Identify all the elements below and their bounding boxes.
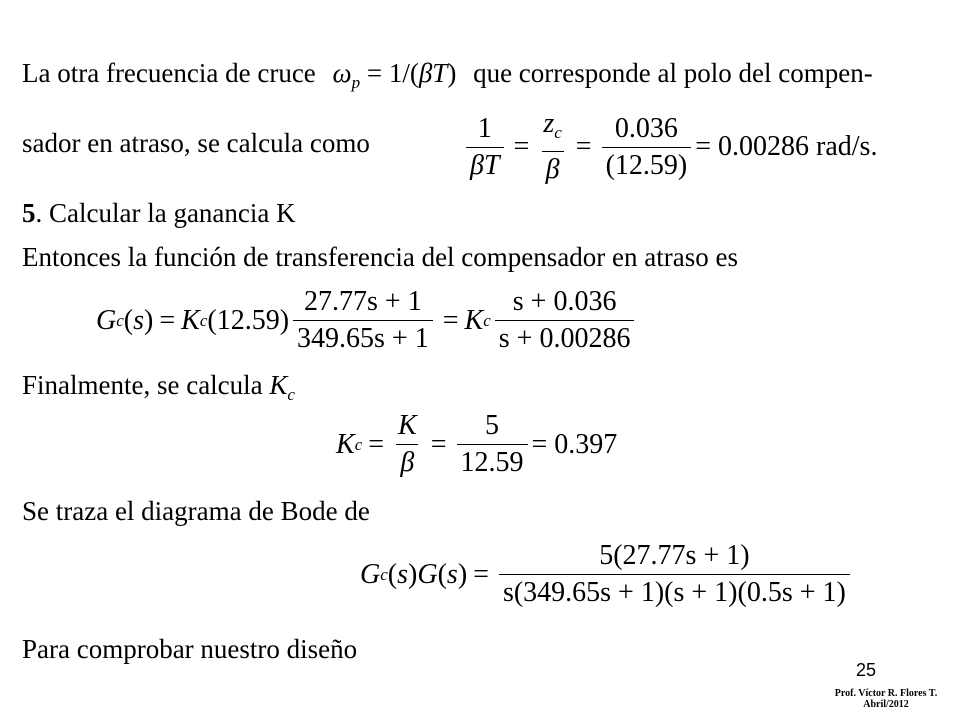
fraction-numerator: 0.036 <box>614 112 678 144</box>
fraction-numerator: 27.77s + 1 <box>304 286 422 317</box>
text-line-7: Para comprobar nuestro diseño <box>22 634 358 664</box>
text-line-4: Entonces la función de transferencia del compensador en atraso es <box>22 242 738 272</box>
equation-1-result: = 0.00286 rad/s. <box>695 131 878 162</box>
author-credit <box>818 688 954 710</box>
fraction-1-over-betaT <box>466 113 504 182</box>
step-title: . Calcular la ganancia K <box>35 198 296 228</box>
line-1-prefix: La otra frecuencia de cruce <box>22 58 316 88</box>
fraction-denominator: βT <box>466 147 504 182</box>
equation-pole-frequency: $\frac{1}{\beta T}$ = $\frac{z_c}{\beta}$ = $\frac{0.036}{(12.59)}$ = 0.00286 rad/s. <box>462 108 877 186</box>
fraction-denominator: 349.65s + 1 <box>293 320 433 355</box>
text-line-5: Finalmente, se calcula $K_c$ <box>22 370 295 404</box>
fraction-k-over-beta <box>394 410 421 479</box>
fraction-numerator: $z_c$ <box>543 108 562 142</box>
equation-compensator-transfer: G c ( s ) = K c ( 12.59 ) $\frac{27.77s + 1}{349.65s + 1}$ = K c $\frac{s + 0.036}{s + 0.00286}$ <box>96 286 638 355</box>
equation-open-loop: G c ( s ) G ( s ) = $\frac{5(27.77s + 1)}{s(349.65s + 1)(s + 1)(0.5s + 1)}$ <box>360 540 854 609</box>
fraction-kc-value <box>457 410 528 479</box>
step-heading <box>22 198 296 228</box>
fraction-lag-2 <box>495 286 635 355</box>
beta-value: 12.59 <box>614 149 678 181</box>
compensator-gain-value: 12.59 <box>216 304 280 336</box>
line-1-suffix: que corresponde al polo del compen- <box>473 58 873 88</box>
fraction-numerator: 5 <box>485 410 500 441</box>
page-number: 25 <box>856 660 877 680</box>
equation-3-result: = 0.397 <box>531 428 618 460</box>
line-5-text: Finalmente, se calcula <box>22 370 263 400</box>
fraction-denominator: s + 0.00286 <box>495 320 635 355</box>
fraction-denominator: s(349.65s + 1)(s + 1)(0.5s + 1) <box>499 574 850 609</box>
fraction-denominator: β <box>396 444 418 479</box>
step-number: 5 <box>22 198 36 228</box>
fraction-denominator: (12.59) <box>602 147 692 182</box>
text-line-6: Se traza el diagrama de Bode de <box>22 496 370 526</box>
fraction-zc-over-beta <box>539 108 565 186</box>
fraction-denominator: 12.59 <box>457 444 528 479</box>
text-line-2: sador en atraso, se calcula como <box>22 128 370 158</box>
credit-date: Abril/2012 <box>863 699 909 710</box>
equation-kc: K c = $\frac{K}{\beta}$ = $\frac{5}{12.59}$ = 0.397 <box>336 410 618 478</box>
text-line-1 <box>22 58 873 98</box>
fraction-numerator: 1 <box>477 112 492 144</box>
author-name: Prof. Víctor R. Flores T. <box>834 688 938 699</box>
fraction-lag-1 <box>293 286 433 355</box>
fraction-denominator: β <box>542 151 564 186</box>
fraction-numerator: K <box>398 410 417 441</box>
fraction-open-loop <box>499 540 850 609</box>
fraction-value <box>602 113 692 182</box>
fraction-numerator: s + 0.036 <box>512 286 617 317</box>
crossover-formula: $\omega_p = 1/(\beta T)$ <box>332 58 464 92</box>
fraction-numerator: 5(27.77s + 1) <box>599 540 750 571</box>
